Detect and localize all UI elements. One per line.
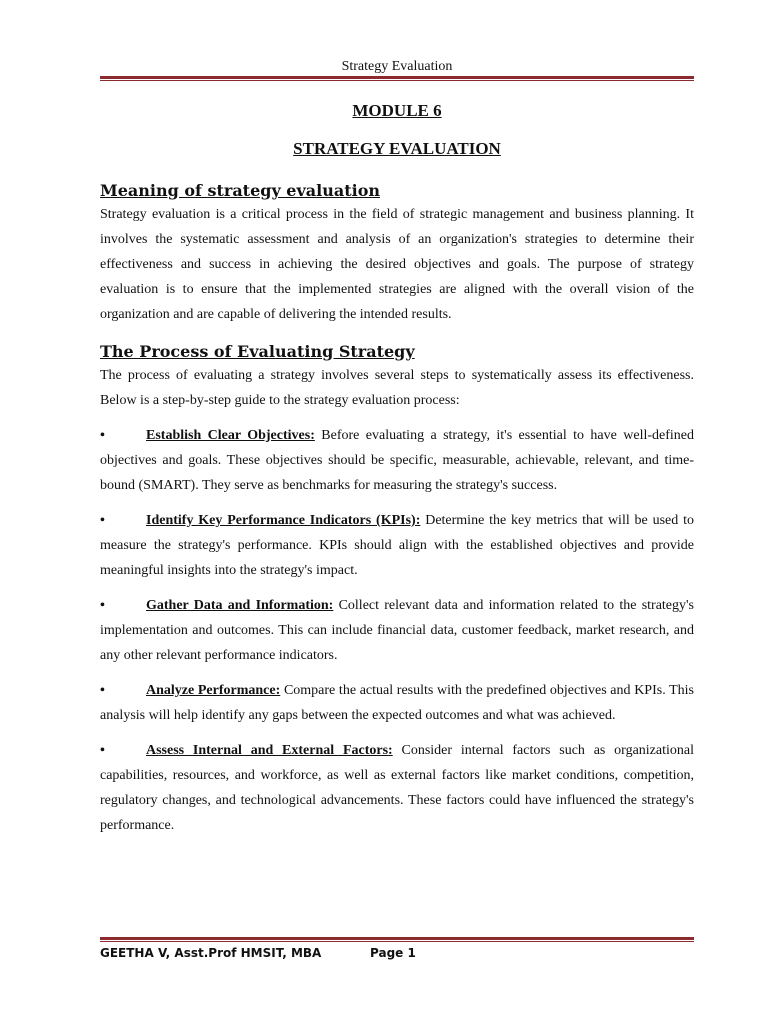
- footer-page-number: Page 1: [370, 946, 416, 960]
- module-number-title: MODULE 6: [352, 101, 442, 120]
- bullet-dot: •: [100, 683, 105, 698]
- bullet-label: Gather Data and Information:: [146, 598, 334, 613]
- bullet-dot: •: [100, 513, 105, 528]
- bullet-label: Assess Internal and External Factors:: [146, 743, 393, 758]
- bullet-label: Identify Key Performance Indicators (KPIs):: [146, 513, 421, 528]
- bullet-text: Compare the actual results with the predefined objectives and KPIs. This analysis will help identify any gaps between the expected outcomes and what was achieved.: [100, 683, 695, 723]
- running-header: Strategy Evaluation: [341, 59, 453, 74]
- bullet-item: [100, 593, 694, 668]
- page-content: [100, 100, 694, 838]
- bullet-text: Before evaluating a strategy, it's essential to have well-defined objectives and goals. These objectives should be specific, measurable, achievable, relevant, and time-bound (SMART). They serve as benchmarks for measuring the strategy's success.: [100, 428, 694, 493]
- document-page: [100, 0, 694, 1024]
- bullet-text: Determine the key metrics that will be used to measure the strategy's performance. KPIs should align with the established objectives and provide meaningful insights into the strategy's impact.: [100, 513, 694, 578]
- footer-rule: [100, 937, 694, 943]
- bullet-dot: •: [100, 598, 105, 613]
- bullet-dot: •: [100, 428, 105, 443]
- bullet-label: Analyze Performance:: [146, 683, 281, 698]
- header-rule: [100, 76, 694, 82]
- bullet-dot: •: [100, 743, 105, 758]
- paragraph-process: The process of evaluating a strategy involves several steps to systematically assess its effectiveness. Below is a step-by-step guide to the strategy evaluation process:: [100, 368, 694, 408]
- bullet-item: [100, 423, 694, 498]
- section-heading-meaning: Meaning of strategy evaluation: [100, 181, 380, 200]
- bullet-text: Consider internal factors such as organizational capabilities, resources, and workforce, as well as external factors like market conditions, competition, regulatory changes, and technological advancements. These factors could have influenced the strategy's performance.: [100, 743, 694, 833]
- bullet-text: Collect relevant data and information related to the strategy's implementation and outcomes. This can include financial data, customer feedback, market research, and any other relevant performance indicators.: [100, 598, 694, 663]
- paragraph-meaning: Strategy evaluation is a critical process in the field of strategic management and business planning. It involves the systematic assessment and analysis of an organization's strategies to determine their effectiveness and success in achieving the desired objectives and goals. The purpose of strategy evaluation is to ensure that the implemented strategies are aligned with the overall vision of the organization and are capable of delivering the intended results.: [100, 207, 694, 322]
- section-heading-process: The Process of Evaluating Strategy: [100, 342, 415, 361]
- footer-author: GEETHA V, Asst.Prof HMSIT, MBA: [100, 946, 322, 960]
- bullet-label: Establish Clear Objectives:: [146, 428, 315, 443]
- module-title: STRATEGY EVALUATION: [293, 139, 501, 158]
- bullet-item: [100, 678, 694, 728]
- bullet-item: [100, 738, 694, 838]
- bullet-item: [100, 508, 694, 583]
